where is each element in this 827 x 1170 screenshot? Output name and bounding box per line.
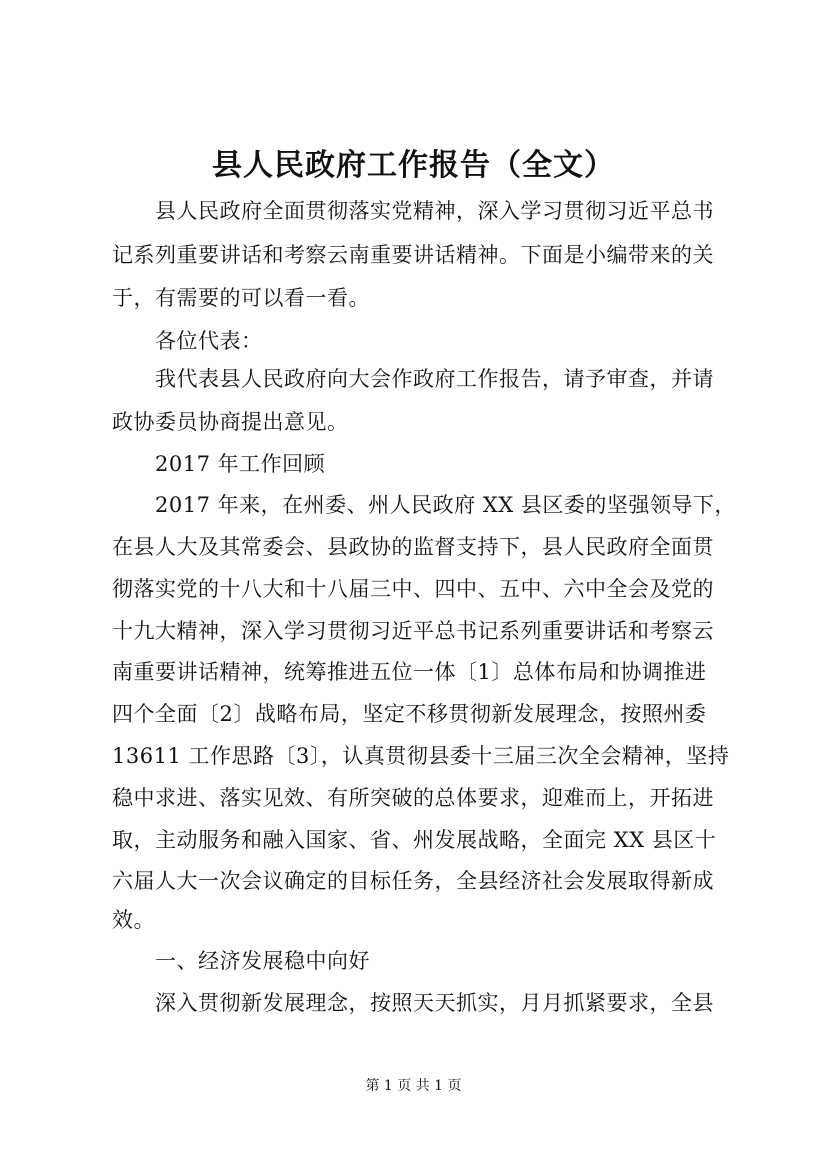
paragraph-line: 稳中求进、落实见效、有所突破的总体要求，迎难而上，开拓进 xyxy=(112,786,714,810)
section-heading: 一、经济发展稳中向好 xyxy=(155,949,370,973)
paragraph-line: 彻落实党的十八大和十八届三中、四中、五中、六中全会及党的 xyxy=(112,577,714,601)
paragraph-line: 取，主动服务和融入国家、省、州发展战略，全面完 XX 县区十 xyxy=(112,828,717,852)
paragraph-line: 深入贯彻新发展理念，按照天天抓实，月月抓紧要求，全县 xyxy=(155,991,714,1015)
paragraph-line: 13611 工作思路〔3〕，认真贯彻县委十三届三次全会精神，坚持 xyxy=(112,744,730,768)
section-heading: 2017 年工作回顾 xyxy=(155,452,326,476)
paragraph-line: 各位代表： xyxy=(155,329,263,353)
paragraph-line: 效。 xyxy=(112,908,155,932)
document-title: 县人民政府工作报告（全文） xyxy=(212,148,615,183)
paragraph-line: 南重要讲话精神，统筹推进五位一体〔1〕总体布局和协调推进 xyxy=(112,660,707,684)
paragraph-line: 十九大精神，深入学习贯彻习近平总书记系列重要讲话和考察云 xyxy=(112,619,714,643)
paragraph-line: 六届人大一次会议确定的目标任务，全县经济社会发展取得新成 xyxy=(112,869,714,893)
paragraph-line: 在县人大及其常委会、县政协的监督支持下，县人民政府全面贯 xyxy=(112,535,714,559)
paragraph-line: 我代表县人民政府向大会作政府工作报告，请予审查，并请 xyxy=(155,367,714,391)
page-number-footer: 第 1 页 共 1 页 xyxy=(365,1078,462,1094)
paragraph-line: 四个全面〔2〕战略布局，坚定不移贯彻新发展理念，按照州委 xyxy=(112,702,707,726)
paragraph-line: 县人民政府全面贯彻落实党精神，深入学习贯彻习近平总书 xyxy=(155,199,714,223)
paragraph-line: 记系列重要讲话和考察云南重要讲话精神。下面是小编带来的关 xyxy=(112,243,714,267)
paragraph-line: 政协委员协商提出意见。 xyxy=(112,410,349,434)
paragraph-line: 于，有需要的可以看一看。 xyxy=(112,286,370,310)
paragraph-line: 2017 年来，在州委、州人民政府 XX 县区委的坚强领导下， xyxy=(155,493,736,517)
